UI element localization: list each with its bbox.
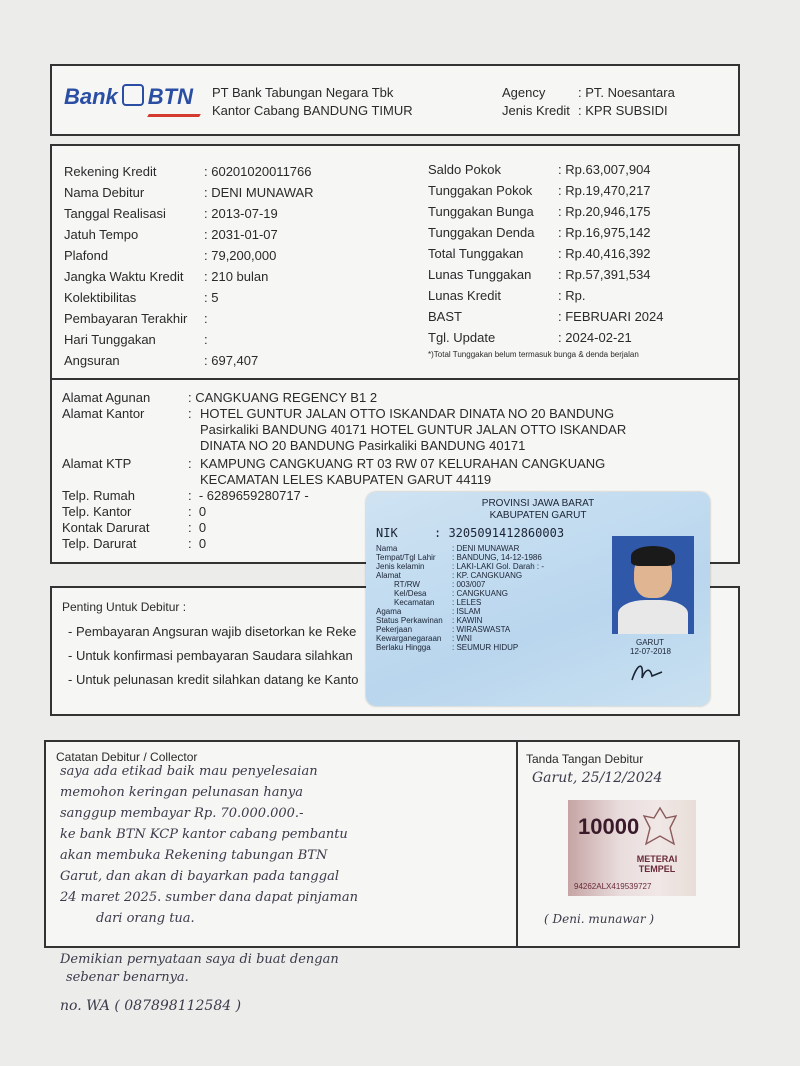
info-right-row-label: Saldo Pokok [428, 162, 501, 177]
info-right-row-value-text: Rp. [565, 288, 586, 303]
ktp-issue-place: GARUT [636, 638, 664, 647]
branch-name: Kantor Cabang BANDUNG TIMUR [212, 103, 413, 118]
handwritten-line: memohon keringan pelunasan hanya [60, 785, 303, 800]
handwritten-line: saya ada etikad baik mau penyelesaian [60, 764, 318, 779]
ktp-field-label: Pekerjaan [376, 625, 413, 634]
colon: : [204, 332, 208, 347]
info-right-row-value [558, 309, 664, 324]
ktp-field-label: Tempat/Tgl Lahir [376, 553, 436, 562]
ktp-field-value: : KP. CANGKUANG [452, 571, 523, 580]
info-left-row-value [204, 206, 278, 221]
ktp-address-label: Alamat KTP [62, 456, 132, 471]
phone-home-label: Telp. Rumah [62, 488, 135, 503]
info-right-row-value [558, 246, 651, 261]
ktp-address-line: KAMPUNG CANGKUANG RT 03 RW 07 KELURAHAN CANGKUANG [200, 456, 606, 471]
info-left-row-value-text: 5 [211, 290, 219, 305]
colon: : [204, 185, 212, 200]
info-footnote: *)Total Tunggakan belum termasuk bunga & denda berjalan [428, 350, 639, 359]
info-left-row-value-text: 697,407 [211, 353, 259, 368]
ktp-nik-value: : 3205091412860003 [434, 526, 565, 540]
ktp-field-label: Nama [376, 544, 398, 553]
colon: : [558, 330, 566, 345]
ktp-field-value: : DENI MUNAWAR [452, 544, 520, 553]
ktp-nik-label: NIK [376, 526, 398, 540]
handwritten-line: 24 maret 2025. sumber dana dapat pinjaman [60, 890, 359, 905]
colon: : [204, 269, 212, 284]
info-right-row-value-text: Rp.20,946,175 [565, 204, 651, 219]
notice-item: - Untuk konfirmasi pembayaran Saudara silahkan [68, 648, 353, 663]
info-right-row-label: Tunggakan Pokok [428, 183, 533, 198]
signature-title: Tanda Tangan Debitur [526, 752, 644, 766]
ktp-field-value: : LELES [452, 598, 482, 607]
stamp-value: 10000 [578, 814, 640, 839]
info-right-row-value-text: FEBRUARI 2024 [565, 309, 664, 324]
signature-divider [516, 742, 518, 946]
info-right-row-value-text: Rp.16,975,142 [565, 225, 651, 240]
kantor-line: HOTEL GUNTUR JALAN OTTO ISKANDAR DINATA NO 20 BANDUNG [200, 406, 615, 421]
info-left-row-value [204, 227, 278, 242]
photo-hair [631, 546, 675, 566]
phone-office-text: 0 [198, 504, 207, 519]
bank-btn-logo [64, 84, 193, 110]
ktp-photo [612, 536, 694, 634]
colon: : [558, 246, 566, 261]
colon: : [558, 309, 566, 324]
info-right-row-label: BAST [428, 309, 462, 324]
phone-office-value: : 0 [188, 504, 207, 519]
info-right-row-label: Lunas Tunggakan [428, 267, 532, 282]
info-left-row-value [204, 353, 258, 368]
kantor-label: Alamat Kantor [62, 406, 145, 421]
ktp-field-value: : SEUMUR HIDUP [452, 643, 519, 652]
closing-statement: sebenar benarnya. [66, 970, 189, 985]
colon: : [204, 311, 208, 326]
info-right-row-value-text: 2024-02-21 [565, 330, 632, 345]
ktp-field-value: : WIRASWASTA [452, 625, 511, 634]
credit-type-label: Jenis Kredit [502, 103, 570, 118]
ktp-field-label: Agama [376, 607, 402, 616]
ktp-field-value: : LAKI-LAKI Gol. Darah : - [452, 562, 545, 571]
info-left-row-value-text: 210 bulan [211, 269, 269, 284]
company-name: PT Bank Tabungan Negara Tbk [212, 85, 394, 100]
info-right-row-value-text: Rp.19,470,217 [565, 183, 651, 198]
photo-shirt [618, 600, 688, 634]
info-right-row-value [558, 162, 651, 177]
colon: : [558, 162, 566, 177]
ktp-field-label: Kel/Desa [394, 589, 427, 598]
ktp-field-value: : ISLAM [452, 607, 481, 616]
colon: : [558, 183, 566, 198]
info-right-row-value [558, 225, 651, 240]
colon: : [558, 204, 566, 219]
logo-bank-text: Bank [64, 84, 118, 109]
agency-value: : PT. Noesantara [578, 85, 675, 100]
handwritten-line: akan membuka Rekening tabungan BTN [60, 848, 328, 863]
ktp-field-label: Jenis kelamin [376, 562, 425, 571]
whatsapp-number: no. WA ( 087898112584 ) [60, 998, 242, 1014]
handwritten-line: sanggup membayar Rp. 70.000.000.- [60, 806, 304, 821]
garuda-emblem-icon [640, 804, 680, 850]
colon: : [558, 267, 566, 282]
info-left-row-value-text: 2031-01-07 [211, 227, 278, 242]
handwritten-line: Garut, dan akan di bayarkan pada tanggal [60, 869, 339, 884]
handwritten-line: dari orang tua. [96, 911, 195, 926]
colon: : [204, 353, 212, 368]
ktp-signature-icon [628, 658, 668, 688]
header-box [50, 64, 740, 136]
ktp-field-value: : KAWIN [452, 616, 483, 625]
colon: : [204, 290, 212, 305]
info-left-row-value-text: 60201020011766 [211, 164, 312, 179]
signature-place-date: Garut, 25/12/2024 [532, 770, 663, 786]
info-left-row-value [204, 185, 314, 200]
notice-item: - Untuk pelunasan kredit silahkan datang ke Kanto [68, 672, 359, 687]
emergency-contact-value: : 0 [188, 520, 207, 535]
ktp-field-label: Alamat [376, 571, 401, 580]
info-right-row-value [558, 288, 585, 303]
info-left-row-label: Hari Tunggakan [64, 332, 156, 347]
info-left-row-value [204, 332, 208, 347]
emergency-phone-value: : 0 [188, 536, 207, 551]
info-left-row-label: Jatuh Tempo [64, 227, 139, 242]
ktp-field-value: : 003/007 [452, 580, 486, 589]
info-left-row-value-text: DENI MUNAWAR [211, 185, 314, 200]
ktp-province: PROVINSI JAWA BARAT [481, 498, 595, 509]
info-left-row-value [204, 248, 276, 263]
ktp-regency: KABUPATEN GARUT [489, 510, 587, 521]
info-left-row-value-text: 79,200,000 [211, 248, 277, 263]
ktp-field-label: Kecamatan [394, 598, 435, 607]
phone-office-label: Telp. Kantor [62, 504, 132, 519]
ktp-field-label: RT/RW [394, 580, 420, 589]
house-icon [122, 84, 144, 106]
emergency-contact-label: Kontak Darurat [62, 520, 150, 535]
emergency-phone-text: 0 [198, 536, 207, 551]
ktp-field-label: Berlaku Hingga [376, 643, 431, 652]
emergency-contact-text: 0 [198, 520, 207, 535]
info-left-row-value [204, 164, 312, 179]
handwritten-line: ke bank BTN KCP kantor cabang pembantu [60, 827, 348, 842]
agunan-label: Alamat Agunan [62, 390, 151, 405]
agunan-text: CANGKUANG REGENCY B1 2 [195, 390, 378, 405]
phone-home-text: - 6289659280717 - [198, 488, 309, 503]
credit-info-box [50, 144, 740, 380]
info-right-row-label: Tunggakan Denda [428, 225, 535, 240]
info-left-row-label: Angsuran [64, 353, 120, 368]
meterai-stamp [568, 800, 696, 896]
colon: : [204, 227, 212, 242]
notice-title: Penting Untuk Debitur : [62, 600, 187, 614]
agunan-value: : CANGKUANG REGENCY B1 2 [188, 390, 378, 405]
info-left-row-label: Pembayaran Terakhir [64, 311, 188, 326]
info-left-row-label: Kolektibilitas [64, 290, 137, 305]
notes-title: Catatan Debitur / Collector [56, 750, 198, 764]
kantor-line: Pasirkaliki BANDUNG 40171 HOTEL GUNTUR JALAN OTTO ISKANDAR [200, 422, 627, 437]
notice-item: - Pembayaran Angsuran wajib disetorkan ke Reke [68, 624, 357, 639]
credit-type-value: : KPR SUBSIDI [578, 103, 668, 118]
info-left-row-value-text: 2013-07-19 [211, 206, 278, 221]
logo-swoosh [147, 114, 201, 117]
colon: : [204, 206, 212, 221]
kantor-line: DINATA NO 20 BANDUNG Pasirkaliki BANDUNG 40171 [200, 438, 526, 453]
ktp-issue-date: 12-07-2018 [630, 647, 671, 656]
info-right-row-value [558, 330, 632, 345]
info-left-row-label: Rekening Kredit [64, 164, 157, 179]
phone-home-value: : - 6289659280717 - [188, 488, 309, 503]
info-right-row-value [558, 183, 651, 198]
info-right-row-label: Lunas Kredit [428, 288, 501, 303]
info-left-row-label: Plafond [64, 248, 109, 263]
stamp-text: METERAI TEMPEL [636, 854, 678, 874]
kantor-colon: : [188, 406, 192, 421]
emergency-phone-label: Telp. Darurat [62, 536, 137, 551]
info-left-row-label: Jangka Waktu Kredit [64, 269, 184, 284]
colon: : [204, 164, 212, 179]
ktp-field-value: : WNI [452, 634, 472, 643]
ktp-address-colon: : [188, 456, 192, 471]
stamp-serial: 94262ALX419539727 [574, 882, 652, 891]
info-left-row-value [204, 290, 218, 305]
ktp-address-line: KECAMATAN LELES KABUPATEN GARUT 44119 [200, 472, 492, 487]
colon: : [558, 288, 566, 303]
info-left-row-value [204, 311, 208, 326]
info-right-row-label: Total Tunggakan [428, 246, 524, 261]
ktp-field-label: Kewarganegaraan [376, 634, 442, 643]
info-right-row-value-text: Rp.63,007,904 [565, 162, 651, 177]
info-right-row-value-text: Rp.57,391,534 [565, 267, 651, 282]
info-left-row-label: Nama Debitur [64, 185, 145, 200]
colon: : [204, 248, 212, 263]
logo-btn-text: BTN [147, 84, 194, 109]
info-right-row-value [558, 267, 651, 282]
closing-statement: Demikian pernyataan saya di buat dengan [60, 952, 339, 967]
info-right-row-label: Tunggakan Bunga [428, 204, 534, 219]
info-right-row-label: Tgl. Update [428, 330, 496, 345]
agency-label: Agency [502, 85, 546, 100]
info-right-row-value [558, 204, 651, 219]
info-left-row-label: Tanggal Realisasi [64, 206, 166, 221]
info-right-row-value-text: Rp.40,416,392 [565, 246, 651, 261]
colon: : [558, 225, 566, 240]
ktp-field-label: Status Perkawinan [376, 616, 443, 625]
ktp-id-card [366, 492, 710, 706]
signature-name: ( Deni. munawar ) [544, 912, 655, 926]
ktp-field-value: : BANDUNG, 14-12-1986 [452, 553, 542, 562]
info-left-row-value [204, 269, 268, 284]
ktp-field-value: : CANGKUANG [452, 589, 509, 598]
